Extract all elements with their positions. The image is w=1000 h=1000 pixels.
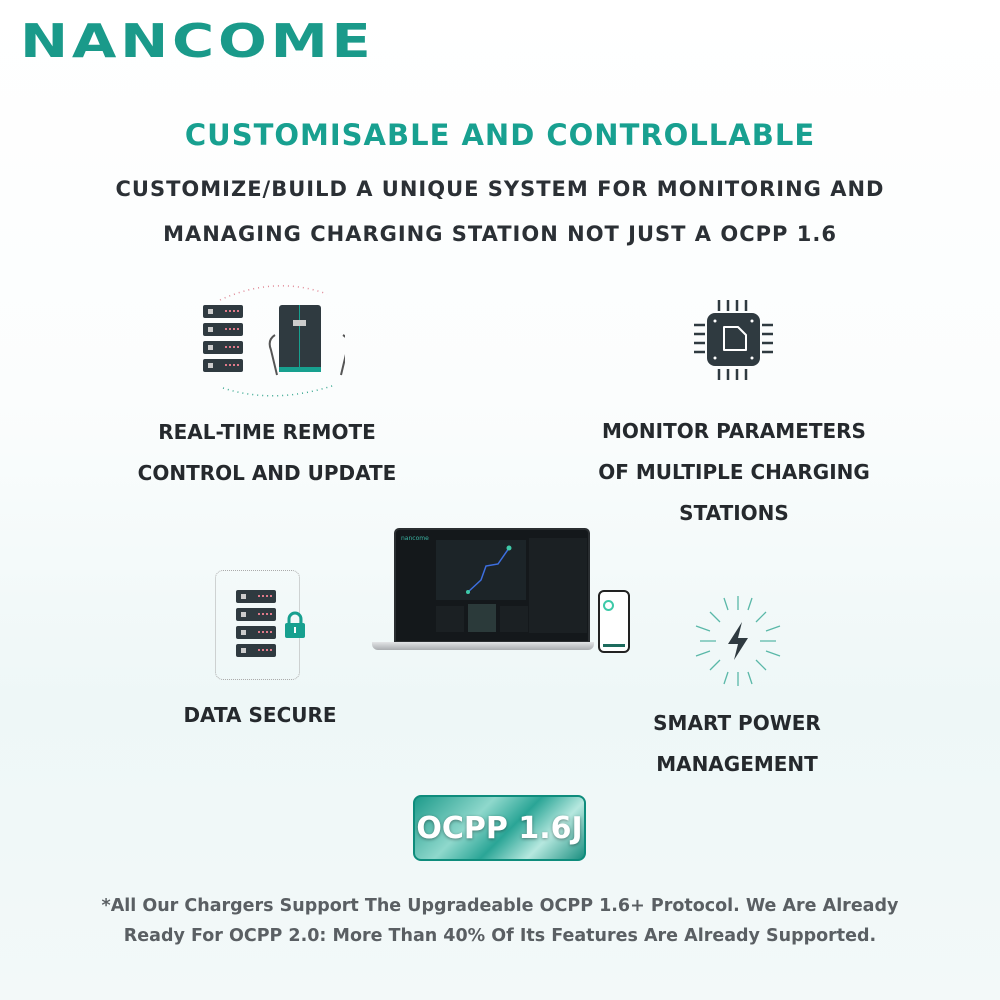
feature-label: STATIONS bbox=[679, 501, 789, 525]
laptop-dashboard-image bbox=[372, 528, 594, 654]
feature-label: REAL-TIME REMOTE bbox=[158, 420, 376, 444]
feature-data-secure bbox=[110, 695, 410, 736]
ocpp-badge: OCPP 1.6J bbox=[413, 795, 586, 861]
footnote-line-2: Ready For OCPP 2.0: More Than 40% Of Its Features Are Already Supported. bbox=[123, 926, 877, 946]
feature-label: SMART POWER bbox=[653, 711, 821, 735]
lightning-icon bbox=[690, 592, 786, 694]
feature-smart-power bbox=[587, 703, 887, 785]
server-charger-sync-icon bbox=[195, 280, 345, 400]
page-title: CUSTOMISABLE AND CONTROLLABLE bbox=[184, 118, 816, 152]
subtitle-line-2: MANAGING CHARGING STATION NOT JUST A OCPP 1.6 bbox=[163, 222, 837, 246]
laptop-logo: nancome bbox=[401, 535, 429, 542]
footnote-line-1: *All Our Chargers Support The Upgradeable OCPP 1.6+ Protocol. We Are Already bbox=[101, 896, 899, 916]
feature-label: OF MULTIPLE CHARGING bbox=[598, 460, 870, 484]
phone-app-image bbox=[598, 590, 630, 653]
feature-remote-control bbox=[117, 412, 417, 494]
subtitle-line-1: CUSTOMIZE/BUILD A UNIQUE SYSTEM FOR MONITORING AND bbox=[115, 177, 885, 201]
brand-logo: NANCOME bbox=[20, 14, 375, 68]
chip-icon bbox=[690, 297, 780, 387]
feature-label: MANAGEMENT bbox=[656, 752, 818, 776]
feature-label: DATA SECURE bbox=[183, 703, 337, 727]
feature-label: MONITOR PARAMETERS bbox=[602, 419, 866, 443]
feature-monitor-parameters bbox=[584, 411, 884, 534]
server-lock-icon bbox=[215, 570, 300, 680]
feature-label: CONTROL AND UPDATE bbox=[137, 461, 397, 485]
